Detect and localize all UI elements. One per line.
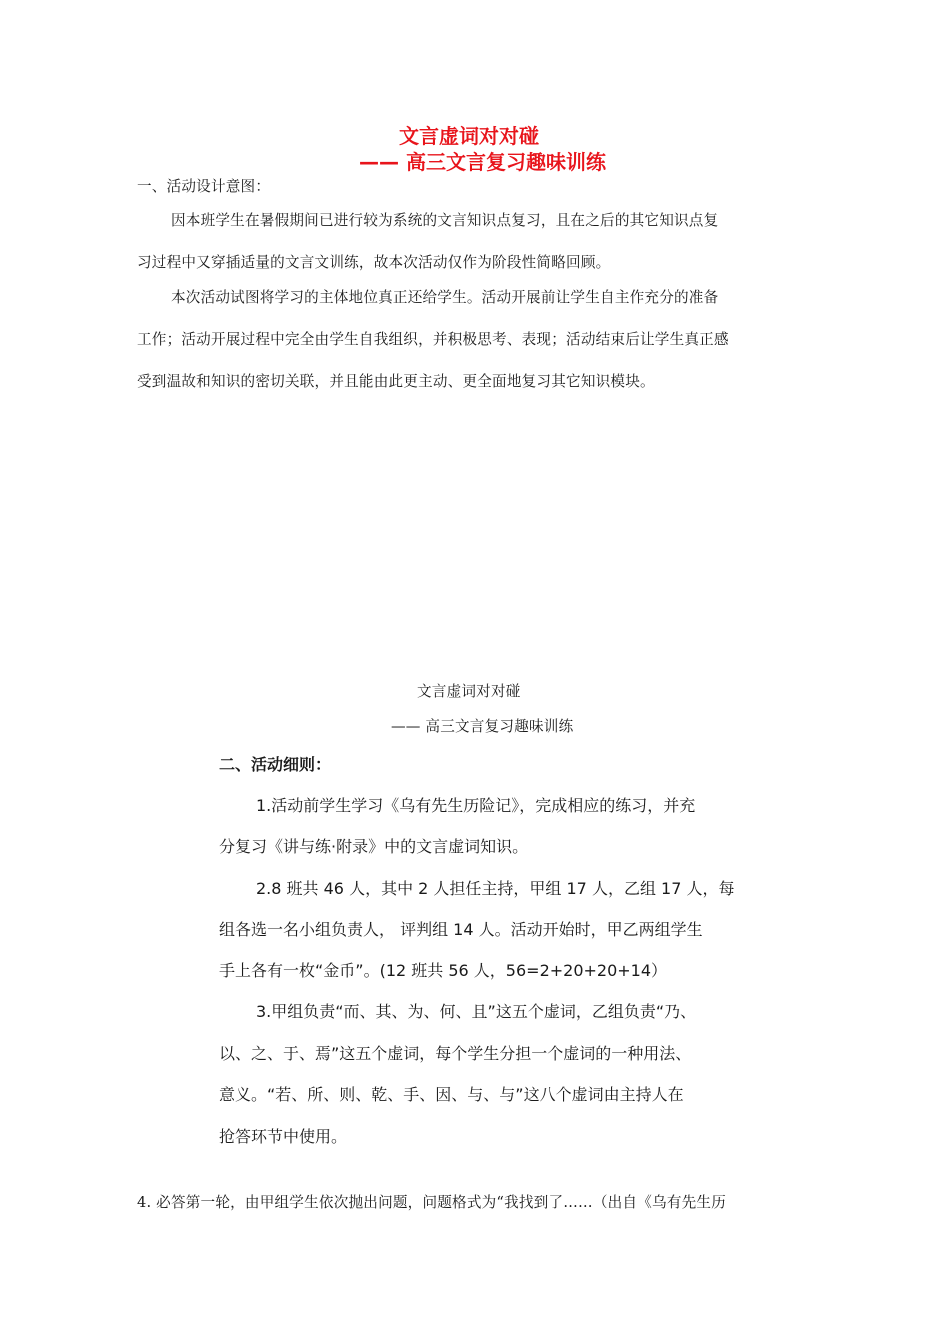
section2-item1-line1: 1.活动前学生学习《乌有先生历险记》，完成相应的练习，并充 xyxy=(256,796,696,815)
section1-heading: 一、活动设计意图： xyxy=(137,178,271,195)
second-title: 文言虚词对对碰 xyxy=(417,683,521,700)
section2-item2-line2: 组各选一名小组负责人， 评判组 14 人。活动开始时，甲乙两组学生 xyxy=(219,920,703,939)
section2-item1-line2: 分复习《讲与练·附录》中的文言虚词知识。 xyxy=(219,837,529,856)
section2-heading: 二、活动细则： xyxy=(219,755,332,774)
section2-item2-line1: 2.8 班共 46 人，其中 2 人担任主持，甲组 17 人，乙组 17 人，每 xyxy=(256,879,735,898)
section2-item3-line3: 意义。“若、所、则、乾、手、因、与、与”这八个虚词由主持人在 xyxy=(219,1085,684,1104)
section1-paragraph2-line3: 受到温故和知识的密切关联，并且能由此更主动、更全面地复习其它知识模块。 xyxy=(137,373,655,390)
second-subtitle: —— 高三文言复习趣味训练 xyxy=(391,718,574,735)
section1-paragraph1-line2: 习过程中又穿插适量的文言文训练，故本次活动仅作为阶段性简略回顾。 xyxy=(137,254,611,271)
item4-line1: 4. 必答第一轮，由甲组学生依次抛出问题，问题格式为“我找到了……（出自《乌有先生历 xyxy=(137,1194,726,1211)
section2-item3-line4: 抢答环节中使用。 xyxy=(219,1127,348,1146)
document-subtitle: —— 高三文言复习趣味训练 xyxy=(359,150,606,174)
section1-paragraph2-line1: 本次活动试图将学习的主体地位真正还给学生。活动开展前让学生自主作充分的准备 xyxy=(171,289,719,306)
section2-item2-line3: 手上各有一枚“金币”。(12 班共 56 人，56=2+20+20+14） xyxy=(219,961,668,980)
section2-item3-line1: 3.甲组负责“而、其、为、何、且”这五个虚词，乙组负责“乃、 xyxy=(256,1002,697,1021)
section2-item3-line2: 以、之、于、焉”这五个虚词，每个学生分担一个虚词的一种用法、 xyxy=(219,1044,692,1063)
document-title: 文言虚词对对碰 xyxy=(399,124,539,148)
section1-paragraph1-line1: 因本班学生在暑假期间已进行较为系统的文言知识点复习，且在之后的其它知识点复 xyxy=(171,212,719,229)
section1-paragraph2-line2: 工作；活动开展过程中完全由学生自我组织，并积极思考、表现；活动结束后让学生真正感 xyxy=(137,331,729,348)
